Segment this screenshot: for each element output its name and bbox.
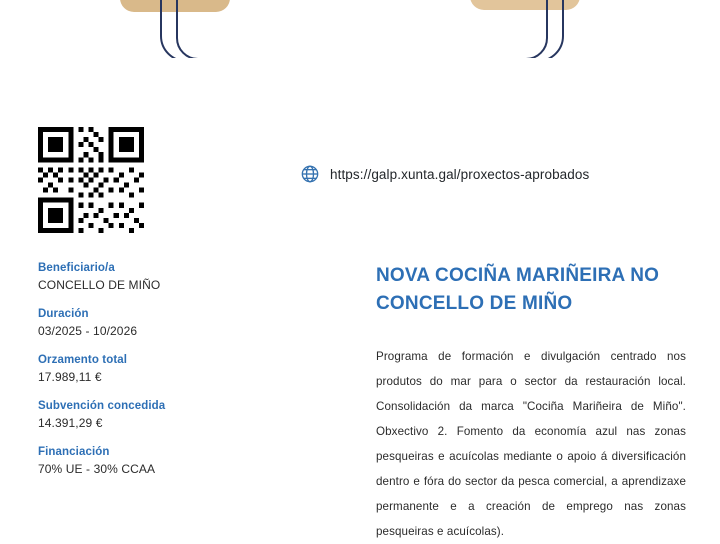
project-description: Programa de formación e divulgación centrado nos produtos do mar para o sector da restauración local. Consolidación da marca "Cociña Mariñeira de Miño". Obxectivo 2. Fomento da economía azul nas zonas pesqueiras e acuícolas mediante o apoio á diversificación dentro e fóra do sector da pesca comercial, a aprendizaxe permanente e a creación de emprego nas zonas pesqueiras e acuícolas).	[376, 350, 686, 538]
fact-orzamento-total	[38, 354, 308, 384]
page-title: NOVA COCIÑA MARIÑEIRA NO CONCELLO DE MIÑO	[376, 265, 660, 314]
fact-value: 17.989,11 €	[38, 370, 102, 384]
fact-label: Beneficiario/a	[38, 262, 115, 274]
fact-value: 14.391,29 €	[38, 416, 103, 430]
project-content	[376, 262, 686, 544]
fact-beneficiario	[38, 262, 308, 292]
header-mask	[0, 58, 720, 95]
project-url-row[interactable]	[300, 164, 589, 184]
fact-financiacion	[38, 446, 308, 476]
fact-subvencion-concedida	[38, 400, 308, 430]
fact-label: Financiación	[38, 446, 110, 458]
project-url-text: https://galp.xunta.gal/proxectos-aprobados	[330, 166, 590, 182]
fact-duracion	[38, 308, 308, 338]
fact-value: 70% UE - 30% CCAA	[38, 462, 156, 476]
fact-label: Subvención concedida	[38, 400, 166, 412]
fact-label: Orzamento total	[38, 354, 128, 366]
globe-icon	[300, 164, 320, 184]
fact-value: 03/2025 - 10/2026	[38, 324, 138, 338]
fact-label: Duración	[38, 308, 89, 320]
header-decoration	[0, 0, 720, 95]
qr-code	[38, 127, 144, 233]
header-outline-inner	[176, 0, 548, 60]
fact-value: CONCELLO DE MIÑO	[38, 278, 161, 292]
project-facts	[38, 262, 308, 492]
